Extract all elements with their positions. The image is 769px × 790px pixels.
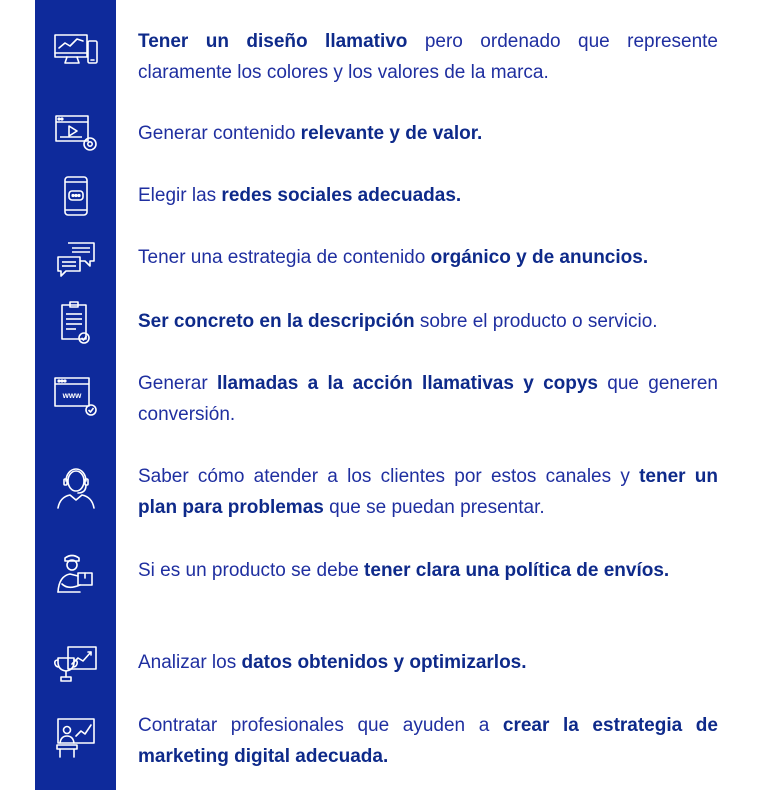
- list-item: [138, 180, 718, 211]
- customer-support-icon: [50, 462, 102, 514]
- item-text: Generar contenido: [138, 123, 301, 144]
- item-text-bold: tener un plan para problemas: [138, 466, 719, 518]
- item-text-bold: relevante y de valor.: [300, 123, 483, 144]
- list-item: [138, 306, 718, 337]
- chat-bubbles-icon: [50, 233, 102, 285]
- list-item: [138, 555, 718, 586]
- item-text-bold: redes sociales adecuadas.: [221, 185, 462, 206]
- item-text: que generen conversión.: [138, 373, 718, 425]
- item-text: Generar: [138, 373, 217, 394]
- www-window-check-icon: [50, 370, 102, 422]
- delivery-person-icon: [50, 548, 102, 600]
- list-item: [138, 461, 718, 523]
- trophy-chart-icon: [50, 640, 102, 692]
- list-item: [138, 118, 718, 149]
- list-item: [138, 710, 718, 772]
- monitor-chart-icon: [50, 23, 102, 75]
- item-text: Contratar profesionales que ayuden a: [138, 715, 503, 736]
- item-text: Si es un producto se debe: [138, 560, 365, 581]
- list-item: [138, 647, 718, 678]
- smartphone-chat-icon: [50, 170, 102, 222]
- list-item: [138, 368, 718, 430]
- item-text: Analizar los: [138, 652, 242, 673]
- item-text-bold: Tener un diseño llamativo: [138, 31, 408, 52]
- item-text-bold: llamadas a la acción llamativas y copys: [216, 373, 598, 394]
- item-text: pero ordenado que represente claramente los colores y los valores de la marca.: [138, 31, 718, 83]
- item-text: Tener una estrategia de contenido: [138, 247, 431, 268]
- item-text: sobre el producto o servicio.: [414, 311, 658, 332]
- item-text: que se puedan presentar.: [323, 497, 545, 518]
- item-text: Elegir las: [138, 185, 222, 206]
- presenter-board-icon: [50, 712, 102, 764]
- item-text-bold: orgánico y de anuncios.: [430, 247, 649, 268]
- clipboard-check-icon: [50, 296, 102, 348]
- item-text-bold: crear la estrategia de marketing digital adecuada.: [138, 715, 718, 767]
- item-text-bold: datos obtenidos y optimizarlos.: [241, 652, 527, 673]
- item-text-bold: tener clara una política de envíos.: [364, 560, 670, 581]
- item-text: Saber cómo atender a los clientes por estos canales y: [138, 466, 640, 487]
- svg-text:www: www: [62, 391, 82, 400]
- video-settings-icon: [50, 106, 102, 158]
- list-item: [138, 26, 718, 88]
- item-text-bold: Ser concreto en la descripción: [138, 311, 415, 332]
- list-item: [138, 242, 718, 273]
